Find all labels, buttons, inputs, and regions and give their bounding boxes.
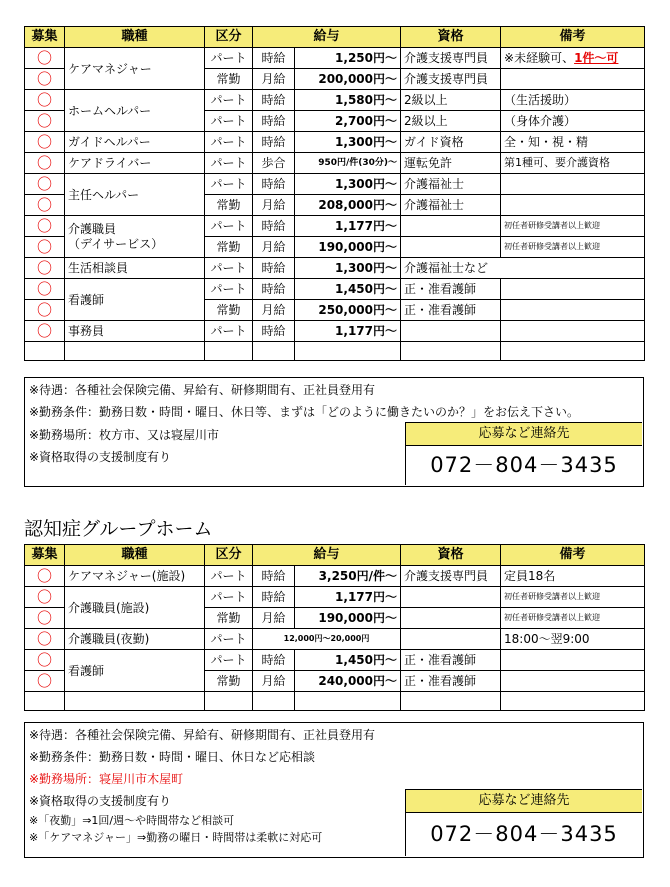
table-row — [25, 321, 645, 342]
remarks: 定員18名 — [501, 566, 645, 587]
note-conditions: ※勤務条件：勤務日数・時間・曜日、休日など応相談 — [29, 750, 316, 764]
recruit-mark: 〇 — [25, 90, 65, 111]
pay-amount: 1,177円〜 — [295, 321, 401, 342]
pay-type: 月給 — [253, 608, 295, 629]
category: パート — [205, 132, 253, 153]
table-row — [25, 48, 645, 69]
contact-phone[interactable]: 072－804－3435 — [430, 453, 618, 477]
header-remarks: 備考 — [501, 27, 645, 48]
category: 常勤 — [205, 608, 253, 629]
pay-amount: 1,450円〜 — [295, 279, 401, 300]
recruit-mark: 〇 — [25, 132, 65, 153]
empty-cell — [65, 342, 205, 361]
pay-type: 月給 — [253, 671, 295, 692]
empty-cell — [205, 342, 253, 361]
remarks: 全・知・視・精 — [501, 132, 645, 153]
note-support: ※資格取得の支援制度有り — [29, 450, 172, 464]
pay-amount: 1,177円〜 — [295, 216, 401, 237]
pay-type: 時給 — [253, 258, 295, 279]
pay-amount: 1,300円〜 — [295, 132, 401, 153]
remarks — [501, 321, 645, 342]
table-row — [25, 153, 645, 174]
recruit-mark: 〇 — [25, 69, 65, 90]
category: パート — [205, 90, 253, 111]
remarks: 初任者研修受講者以上歓迎 — [501, 608, 645, 629]
pay-type: 月給 — [253, 195, 295, 216]
note-benefits: ※待遇：各種社会保険完備、昇給有、研修期間有、正社員登用有 — [29, 728, 376, 742]
table-row — [25, 216, 645, 237]
remarks: 初任者研修受講者以上歓迎 — [501, 237, 645, 258]
category: 常勤 — [205, 195, 253, 216]
category: 常勤 — [205, 671, 253, 692]
contact-label: 応募など連絡先 — [406, 423, 642, 446]
empty-cell — [501, 692, 645, 711]
remarks: 初任者研修受講者以上歓迎 — [501, 216, 645, 237]
job-title: 主任ヘルパー — [65, 174, 205, 216]
note-support: ※資格取得の支援制度有り — [29, 794, 172, 808]
empty-cell — [25, 692, 65, 711]
category: パート — [205, 321, 253, 342]
header-category: 区分 — [205, 27, 253, 48]
table-row — [25, 629, 645, 650]
note-location — [29, 770, 183, 787]
job-title: 介護職員(施設) — [65, 587, 205, 629]
table-row — [25, 174, 645, 195]
pay-type: 時給 — [253, 566, 295, 587]
qualification: 正・准看護師 — [401, 671, 501, 692]
qualification — [401, 237, 501, 258]
job-title-line: （デイサービス） — [68, 236, 164, 251]
recruit-mark: 〇 — [25, 650, 65, 671]
pay-type: 月給 — [253, 237, 295, 258]
recruit-mark: 〇 — [25, 608, 65, 629]
empty-cell — [401, 692, 501, 711]
recruit-mark: 〇 — [25, 174, 65, 195]
pay-amount: 1,250円〜 — [295, 48, 401, 69]
job-title: 介護職員(夜勤) — [65, 629, 205, 650]
pay-amount: 1,450円〜 — [295, 650, 401, 671]
pay-type: 時給 — [253, 132, 295, 153]
header-qualification: 資格 — [401, 27, 501, 48]
job-title-line: 介護職員 — [68, 221, 117, 236]
remarks — [501, 279, 645, 300]
pay-amount: 200,000円〜 — [295, 69, 401, 90]
job-title: ケアマネジャー — [65, 48, 205, 90]
job-table-1 — [24, 26, 645, 361]
job-title: 生活相談員 — [65, 258, 205, 279]
recruit-mark: 〇 — [25, 153, 65, 174]
pay-type: 時給 — [253, 216, 295, 237]
qualification: 介護福祉士 — [401, 195, 501, 216]
note-location-label: ※勤務場所： — [29, 772, 100, 786]
header-category: 区分 — [205, 545, 253, 566]
contact-phone[interactable]: 072－804－3435 — [430, 822, 618, 846]
qualification: 介護支援専門員 — [401, 48, 501, 69]
table-row — [25, 566, 645, 587]
remarks: 初任者研修受講者以上歓迎 — [501, 587, 645, 608]
recruit-mark: 〇 — [25, 48, 65, 69]
pay-type: 時給 — [253, 650, 295, 671]
category: パート — [205, 566, 253, 587]
job-title: ケアマネジャー(施設) — [65, 566, 205, 587]
category: パート — [205, 650, 253, 671]
table-row — [25, 650, 645, 671]
remarks: 第1種可、要介護資格 — [501, 153, 645, 174]
remarks: 18:00〜翌9:00 — [501, 629, 645, 650]
job-title: 看護師 — [65, 650, 205, 692]
table-row — [25, 258, 645, 279]
remarks-highlight: 1件〜可 — [574, 51, 619, 65]
job-title — [65, 216, 205, 258]
contact-label: 応募など連絡先 — [406, 790, 642, 813]
pay-amount: 1,300円〜 — [295, 174, 401, 195]
qualification: 2級以上 — [401, 111, 501, 132]
recruit-mark: 〇 — [25, 195, 65, 216]
recruit-mark: 〇 — [25, 216, 65, 237]
empty-cell — [295, 342, 401, 361]
qualification: 介護福祉士 — [401, 174, 501, 195]
pay-type: 月給 — [253, 300, 295, 321]
pay-amount: 250,000円〜 — [295, 300, 401, 321]
recruit-mark: 〇 — [25, 587, 65, 608]
empty-cell — [401, 342, 501, 361]
category: 常勤 — [205, 237, 253, 258]
category: パート — [205, 174, 253, 195]
remarks — [501, 671, 645, 692]
recruit-mark: 〇 — [25, 237, 65, 258]
job-title: 事務員 — [65, 321, 205, 342]
qualification: 正・准看護師 — [401, 650, 501, 671]
job-title: 看護師 — [65, 279, 205, 321]
recruit-mark: 〇 — [25, 566, 65, 587]
recruit-mark: 〇 — [25, 629, 65, 650]
pay-amount: 240,000円〜 — [295, 671, 401, 692]
remarks — [501, 48, 645, 69]
pay-type: 時給 — [253, 90, 295, 111]
header-remarks: 備考 — [501, 545, 645, 566]
job-table-2 — [24, 544, 645, 711]
table-row — [25, 279, 645, 300]
empty-cell — [205, 692, 253, 711]
empty-cell — [253, 692, 295, 711]
recruit-mark: 〇 — [25, 258, 65, 279]
header-recruit: 募集 — [25, 27, 65, 48]
table-row — [25, 587, 645, 608]
empty-cell — [65, 692, 205, 711]
qualification — [401, 321, 501, 342]
table-header — [25, 545, 645, 566]
remarks — [501, 69, 645, 90]
category: パート — [205, 111, 253, 132]
remarks — [501, 174, 645, 195]
category: パート — [205, 216, 253, 237]
pay-amount: 2,700円〜 — [295, 111, 401, 132]
pay-amount: 190,000円〜 — [295, 237, 401, 258]
header-salary: 給与 — [253, 545, 401, 566]
qualification: 介護福祉士など — [401, 258, 645, 279]
note-location-value: 寝屋川市木屋町 — [99, 772, 184, 786]
pay-type: 時給 — [253, 587, 295, 608]
remarks — [501, 650, 645, 671]
recruit-mark: 〇 — [25, 321, 65, 342]
pay-amount: 190,000円〜 — [295, 608, 401, 629]
note-location: ※勤務場所：枚方市、又は寝屋川市 — [29, 428, 220, 442]
category: パート — [205, 587, 253, 608]
remarks — [501, 300, 645, 321]
recruit-mark: 〇 — [25, 300, 65, 321]
note-night: ※「夜勤」⇒1回/週〜や時間帯など相談可 — [29, 814, 235, 827]
pay-amount: 208,000円〜 — [295, 195, 401, 216]
pay-amount: 12,000円〜20,000円 — [253, 629, 401, 650]
contact-box — [405, 422, 642, 485]
remarks-text: ※未経験可、 — [504, 51, 575, 65]
qualification: 正・准看護師 — [401, 279, 501, 300]
category: 常勤 — [205, 69, 253, 90]
pay-amount: 3,250円/件〜 — [295, 566, 401, 587]
pay-amount: 1,177円〜 — [295, 587, 401, 608]
table-row-empty — [25, 692, 645, 711]
notes-box-1 — [24, 377, 644, 487]
header-job: 職種 — [65, 545, 205, 566]
pay-amount: 1,580円〜 — [295, 90, 401, 111]
note-benefits: ※待遇：各種社会保険完備、昇給有、研修期間有、正社員登用有 — [29, 383, 376, 397]
pay-type: 時給 — [253, 111, 295, 132]
remarks: （身体介護） — [501, 111, 645, 132]
pay-type: 時給 — [253, 321, 295, 342]
note-conditions: ※勤務条件：勤務日数・時間・曜日、休日等、まずは「どのように働きたいのか？」をお伝え下さい。 — [29, 405, 580, 419]
header-qualification: 資格 — [401, 545, 501, 566]
table-row — [25, 90, 645, 111]
category: パート — [205, 48, 253, 69]
qualification — [401, 587, 501, 608]
job-title: ガイドヘルパー — [65, 132, 205, 153]
pay-type: 時給 — [253, 48, 295, 69]
table-row-empty — [25, 342, 645, 361]
table-row — [25, 132, 645, 153]
empty-cell — [501, 342, 645, 361]
table-header — [25, 27, 645, 48]
qualification — [401, 216, 501, 237]
contact-box — [405, 789, 642, 856]
pay-amount: 950円/件(30分)〜 — [295, 153, 401, 174]
category: パート — [205, 258, 253, 279]
section-title: 認知症グループホーム — [24, 518, 213, 540]
qualification: 正・准看護師 — [401, 300, 501, 321]
remarks: （生活援助） — [501, 90, 645, 111]
recruit-mark: 〇 — [25, 279, 65, 300]
empty-cell — [253, 342, 295, 361]
qualification: 運転免許 — [401, 153, 501, 174]
header-salary: 給与 — [253, 27, 401, 48]
job-title: ホームヘルパー — [65, 90, 205, 132]
note-caremanager: ※「ケアマネジャー」⇒勤務の曜日・時間帯は柔軟に対応可 — [29, 831, 323, 844]
category: パート — [205, 279, 253, 300]
qualification: ガイド資格 — [401, 132, 501, 153]
job-title: ケアドライバー — [65, 153, 205, 174]
notes-box-2 — [24, 722, 644, 858]
pay-type: 歩合 — [253, 153, 295, 174]
pay-type: 月給 — [253, 69, 295, 90]
category: 常勤 — [205, 300, 253, 321]
pay-type: 時給 — [253, 279, 295, 300]
qualification: 2級以上 — [401, 90, 501, 111]
empty-cell — [295, 692, 401, 711]
header-job: 職種 — [65, 27, 205, 48]
recruit-mark: 〇 — [25, 111, 65, 132]
pay-type: 時給 — [253, 174, 295, 195]
pay-amount: 1,300円〜 — [295, 258, 401, 279]
qualification: 介護支援専門員 — [401, 566, 501, 587]
recruit-mark: 〇 — [25, 671, 65, 692]
header-recruit: 募集 — [25, 545, 65, 566]
qualification — [401, 608, 501, 629]
category: パート — [205, 629, 253, 650]
qualification — [401, 629, 501, 650]
category: パート — [205, 153, 253, 174]
qualification: 介護支援専門員 — [401, 69, 501, 90]
empty-cell — [25, 342, 65, 361]
remarks — [501, 195, 645, 216]
